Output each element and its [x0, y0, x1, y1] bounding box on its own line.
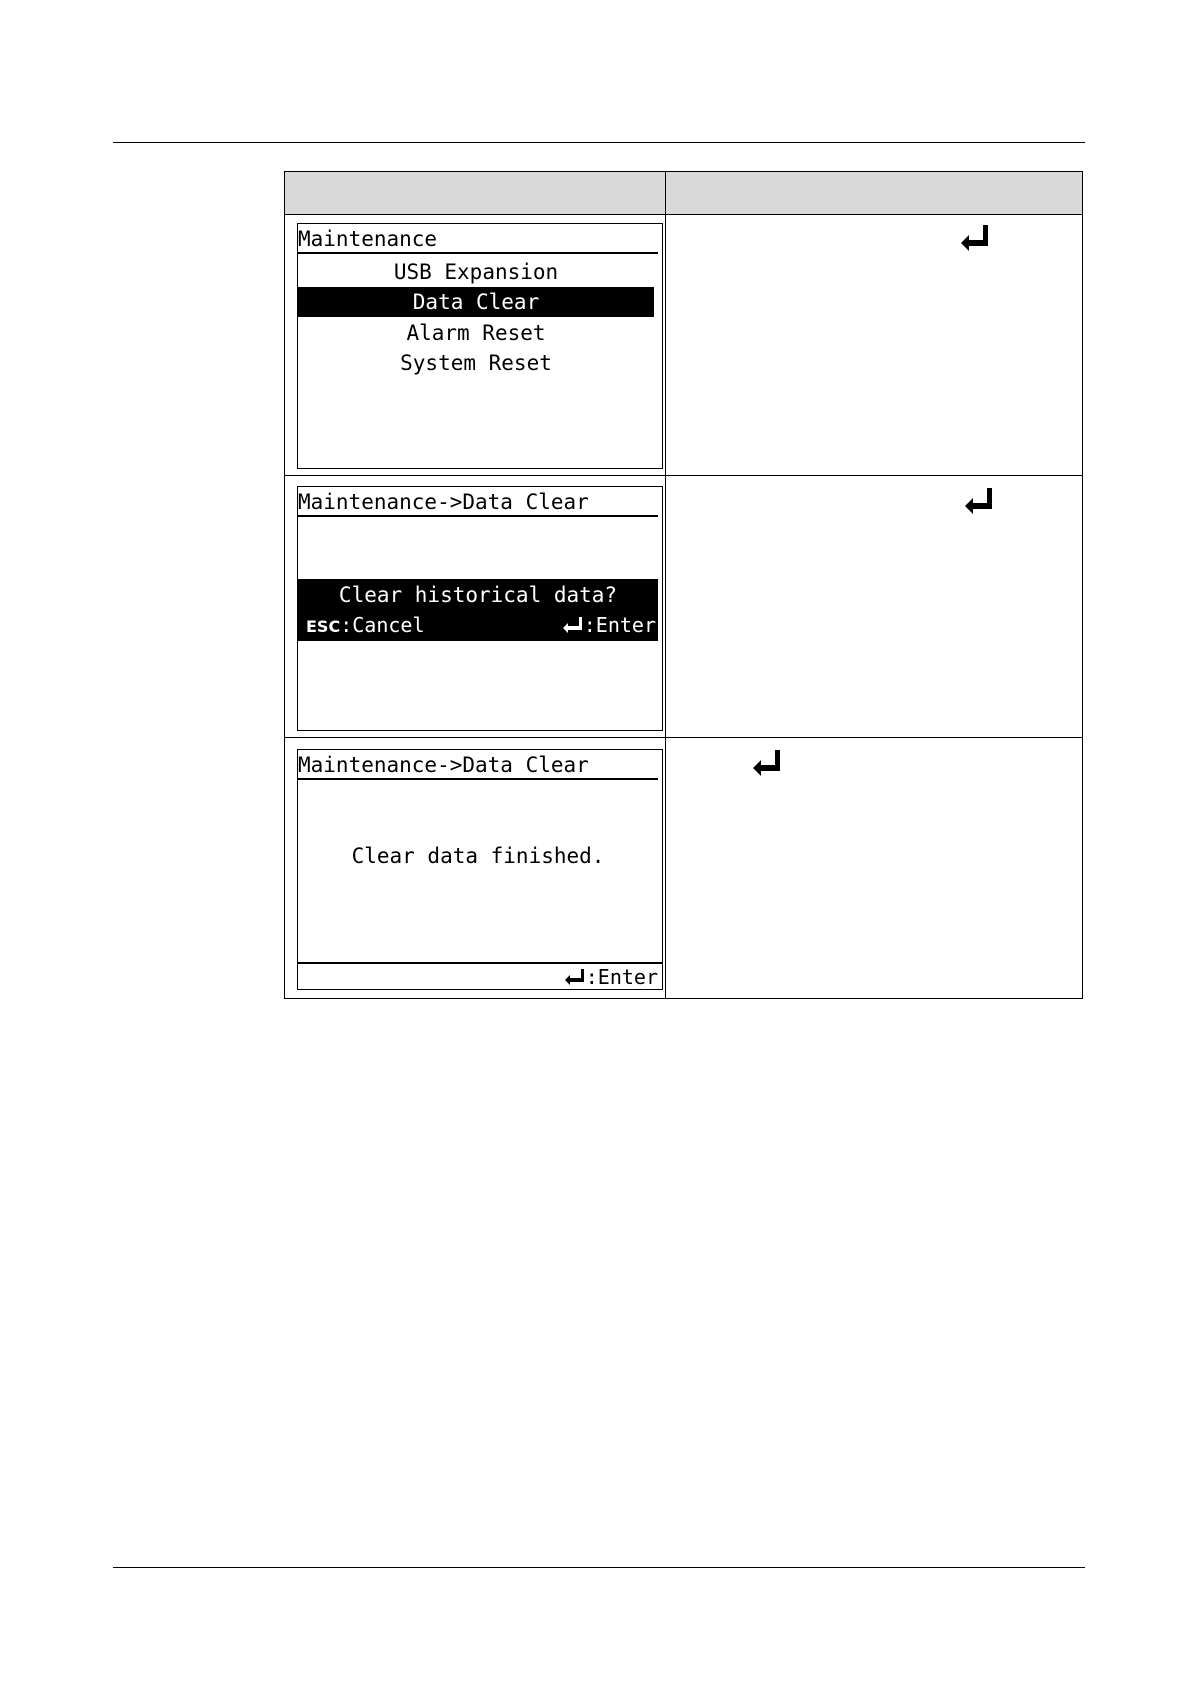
cancel-label: :Cancel	[340, 613, 425, 637]
header-rule	[113, 142, 1085, 143]
title-underline	[298, 778, 658, 780]
footer-rule	[113, 1567, 1085, 1568]
lcd-screen-maintenance-menu	[297, 223, 663, 469]
table-header-row	[285, 172, 1082, 215]
enter-key-icon	[963, 487, 995, 519]
esc-key-label: ESC	[306, 617, 341, 636]
menu-item-data-clear[interactable]: Data Clear	[298, 287, 654, 317]
enter-key-icon	[564, 965, 586, 993]
screen-title: Maintenance	[298, 227, 438, 251]
screen-title: Maintenance->Data Clear	[298, 490, 589, 514]
table-row-divider	[285, 737, 1082, 738]
dialog-question: Clear historical data?	[338, 583, 618, 607]
enter-option[interactable]	[564, 963, 658, 991]
cancel-option[interactable]	[306, 611, 425, 639]
enter-label: :Enter	[585, 965, 658, 989]
table-row-divider	[285, 475, 1082, 476]
title-underline	[298, 252, 658, 254]
title-underline	[298, 515, 658, 517]
table-column-divider	[665, 172, 666, 998]
lcd-screen-data-clear-finished	[297, 749, 663, 990]
enter-key-icon	[562, 613, 584, 641]
menu-item-usb-expansion[interactable]: USB Expansion	[393, 260, 559, 284]
enter-key-icon	[959, 224, 991, 256]
menu-item-system-reset[interactable]: System Reset	[400, 351, 552, 375]
confirm-dialog	[298, 579, 658, 641]
enter-option[interactable]	[562, 611, 656, 639]
menu-item-alarm-reset[interactable]: Alarm Reset	[406, 321, 546, 345]
lcd-screen-data-clear-confirm	[297, 486, 663, 731]
screen-title: Maintenance->Data Clear	[298, 753, 589, 777]
procedure-table	[284, 171, 1083, 999]
enter-label: :Enter	[583, 613, 656, 637]
finished-message: Clear data finished.	[351, 844, 605, 868]
enter-key-icon	[751, 749, 783, 781]
